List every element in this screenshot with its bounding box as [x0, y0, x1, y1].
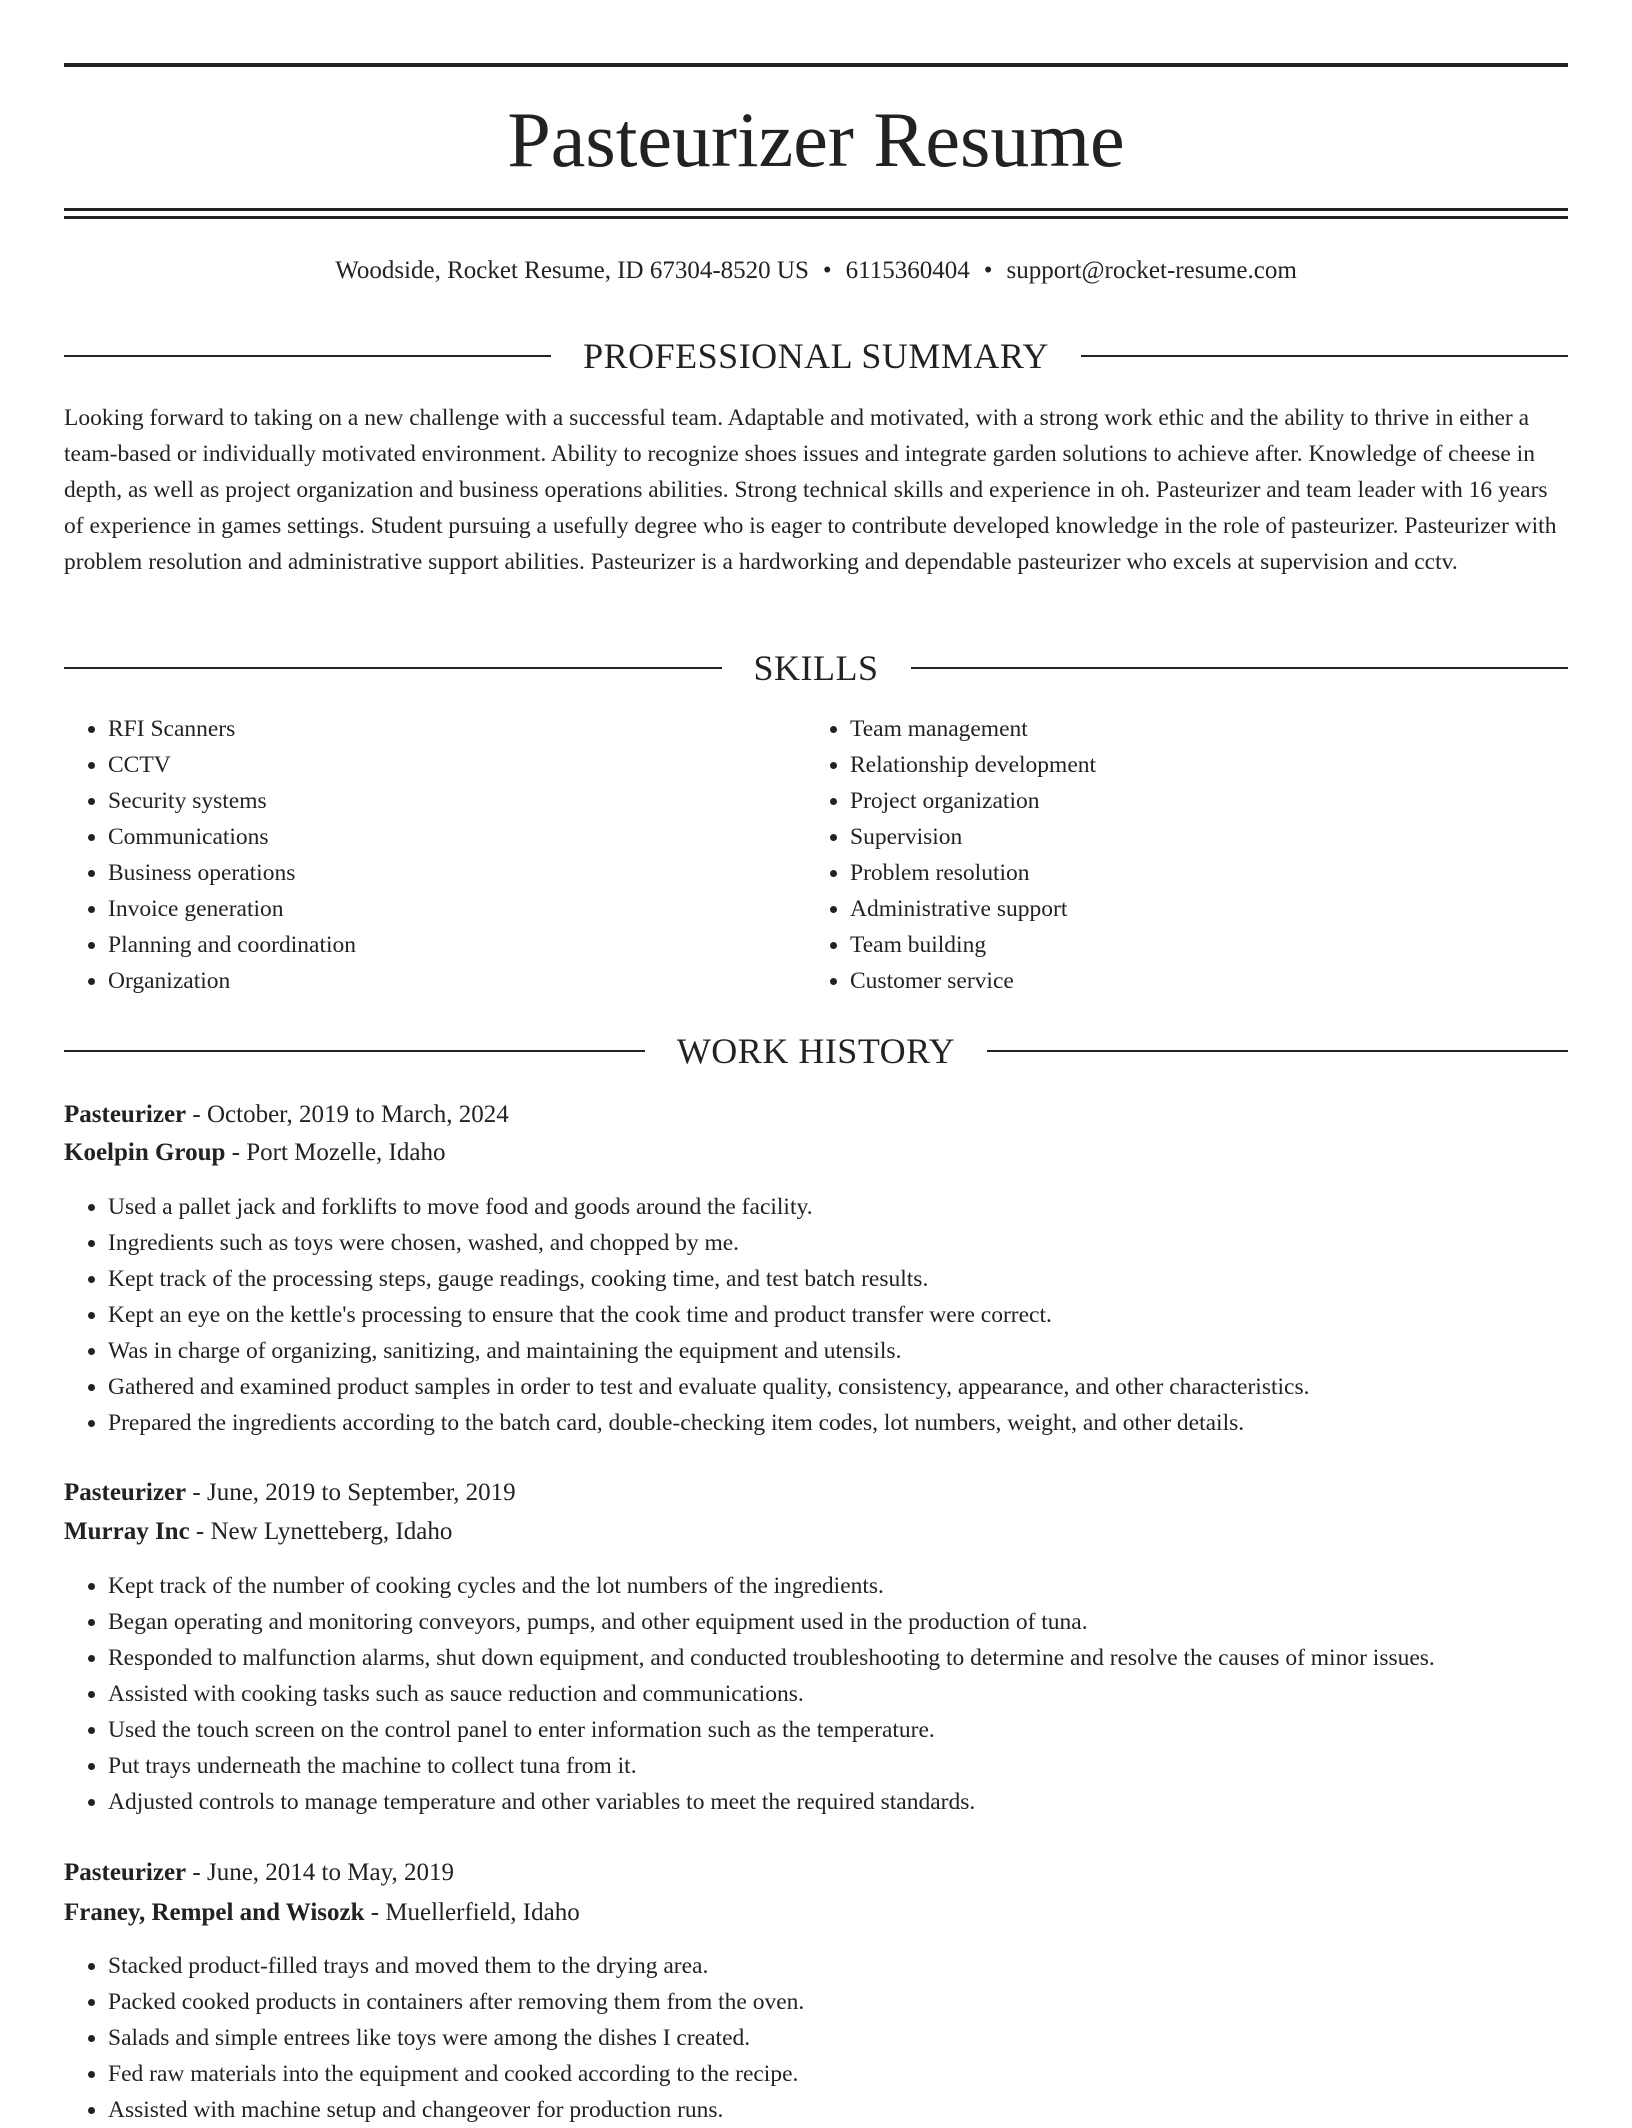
contact-email: support@rocket-resume.com	[1006, 257, 1297, 284]
job-company-line	[64, 1514, 452, 1550]
job-duty: • Put trays underneath the machine to collect tuna from it.	[108, 1748, 1612, 1784]
job-duty: • Used a pallet jack and forklifts to move food and goods around the facility.	[108, 1189, 1612, 1225]
contact-separator: •	[983, 257, 993, 284]
job-duty: • Began operating and monitoring conveyors, pumps, and other equipment used in the production of tuna.	[108, 1604, 1612, 1640]
section-heading-label: WORK HISTORY	[676, 1031, 956, 1071]
job-duty: • Stacked product-filled trays and moved them to the drying area.	[108, 1948, 1612, 1984]
skill-item: • Problem resolution	[850, 855, 1096, 891]
skills-list-left	[64, 711, 356, 999]
skills-list-right	[806, 711, 1096, 999]
skill-item: • Business operations	[108, 855, 356, 891]
job-duty: • Used the touch screen on the control panel to enter information such as the temperature.	[108, 1712, 1612, 1748]
job-duties-list	[64, 1568, 1612, 1820]
contact-address: Woodside, Rocket Resume, ID 67304-8520 US	[335, 257, 809, 284]
job-location: - New Lynetteberg, Idaho	[189, 1518, 453, 1545]
section-rule-right	[1081, 355, 1568, 357]
section-heading-work-history	[64, 1029, 1568, 1073]
job-location: - Port Mozelle, Idaho	[225, 1139, 446, 1166]
section-heading-label: SKILLS	[753, 648, 879, 688]
job-duty: • Gathered and examined product samples in order to test and evaluate quality, consistency, appearance, and other characteristics.	[108, 1369, 1612, 1405]
job-duty: • Fed raw materials into the equipment and cooked according to the recipe.	[108, 2056, 1612, 2092]
contact-phone: 6115360404	[845, 257, 970, 284]
skill-item: • Team building	[850, 927, 1096, 963]
job-duties-list	[64, 1189, 1612, 1441]
job-dates: - June, 2019 to September, 2019	[186, 1479, 516, 1506]
skill-item: • Relationship development	[850, 747, 1096, 783]
job-dates: - June, 2014 to May, 2019	[186, 1859, 454, 1886]
page-title: Pasteurizer Resume	[507, 96, 1125, 183]
section-rule-left	[64, 667, 722, 669]
job-duty: • Assisted with machine setup and changeover for production runs.	[108, 2092, 1612, 2128]
skill-item: • Customer service	[850, 963, 1096, 999]
job-title: Pasteurizer	[64, 1479, 187, 1506]
skill-item: • Invoice generation	[108, 891, 356, 927]
job-duties-list	[64, 1948, 1612, 2128]
skill-item: • Security systems	[108, 783, 356, 819]
job-duty: • Ingredients such as toys were chosen, washed, and chopped by me.	[108, 1225, 1612, 1261]
section-rule-left	[64, 355, 551, 357]
skill-item: • Communications	[108, 819, 356, 855]
job-duty: • Was in charge of organizing, sanitizing, and maintaining the equipment and utensils.	[108, 1333, 1612, 1369]
header-double-rule-upper	[64, 208, 1568, 211]
skill-item: • Project organization	[850, 783, 1096, 819]
job-dates: - October, 2019 to March, 2024	[186, 1101, 509, 1128]
job-title-line	[64, 1475, 516, 1511]
skill-item: • RFI Scanners	[108, 711, 356, 747]
job-duty: • Assisted with cooking tasks such as sauce reduction and communications.	[108, 1676, 1612, 1712]
skill-item: • Administrative support	[850, 891, 1096, 927]
job-company: Franey, Rempel and Wisozk	[64, 1899, 365, 1926]
job-duty: • Kept track of the processing steps, gauge readings, cooking time, and test batch results.	[108, 1261, 1612, 1297]
job-duty: • Salads and simple entrees like toys were among the dishes I created.	[108, 2020, 1612, 2056]
skill-item: • CCTV	[108, 747, 356, 783]
section-rule-right	[911, 667, 1569, 669]
professional-summary-text: Looking forward to taking on a new challenge with a successful team. Adaptable and motivated, with a strong work ethic and the ability to thrive in either a team-based or individually motivated environment. Ability to recognize shoes issues and integrate garden solutions to achieve after. Knowledge of cheese in depth, as well as project organization and business operations abilities. Strong technical skills and experience in oh. Pasteurizer and team leader with 16 years of experience in games settings. Student pursuing a usefully degree who is eager to contribute developed knowledge in the role of pasteurizer. Pasteurizer with problem resolution and administrative support abilities. Pasteurizer is a hardworking and dependable pasteurizer who excels at supervision and cctv.	[64, 405, 1557, 575]
job-title: Pasteurizer	[64, 1101, 187, 1128]
section-heading-label: PROFESSIONAL SUMMARY	[583, 336, 1049, 376]
section-rule-right	[987, 1050, 1568, 1052]
job-company-line	[64, 1135, 445, 1171]
section-heading-summary	[64, 334, 1568, 378]
job-duty: • Kept track of the number of cooking cycles and the lot numbers of the ingredients.	[108, 1568, 1612, 1604]
job-company: Koelpin Group	[64, 1139, 226, 1166]
section-heading-skills	[64, 646, 1568, 690]
job-company: Murray Inc	[64, 1518, 190, 1545]
job-duty: • Adjusted controls to manage temperature and other variables to meet the required standards.	[108, 1784, 1612, 1820]
job-duty: • Packed cooked products in containers after removing them from the oven.	[108, 1984, 1612, 2020]
contact-line	[64, 254, 1568, 288]
header-top-rule	[64, 63, 1568, 67]
skill-item: • Planning and coordination	[108, 927, 356, 963]
section-rule-left	[64, 1050, 645, 1052]
job-location: - Muellerfield, Idaho	[364, 1899, 580, 1926]
job-duty: • Responded to malfunction alarms, shut down equipment, and conducted troubleshooting to determine and resolve the causes of minor issues.	[108, 1640, 1612, 1676]
job-title-line	[64, 1097, 509, 1133]
skill-item: • Team management	[850, 711, 1096, 747]
header-double-rule-lower	[64, 216, 1568, 219]
job-duty: • Prepared the ingredients according to the batch card, double-checking item codes, lot numbers, weight, and other details.	[108, 1405, 1612, 1441]
contact-separator: •	[822, 257, 832, 284]
job-title: Pasteurizer	[64, 1859, 187, 1886]
job-company-line	[64, 1895, 580, 1931]
skill-item: • Supervision	[850, 819, 1096, 855]
skill-item: • Organization	[108, 963, 356, 999]
job-title-line	[64, 1855, 454, 1891]
job-duty: • Kept an eye on the kettle's processing to ensure that the cook time and product transfer were correct.	[108, 1297, 1612, 1333]
